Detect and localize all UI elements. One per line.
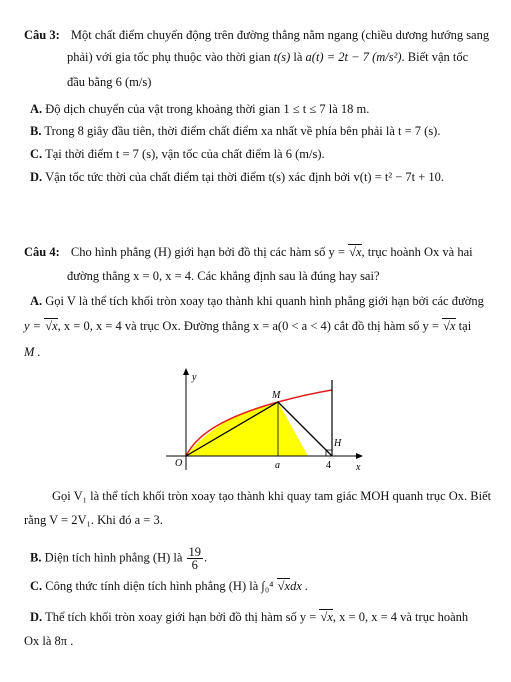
label-m: M xyxy=(272,390,281,401)
figure-region xyxy=(160,366,368,476)
filled-region xyxy=(186,402,308,456)
q3-option-d: D. Vận tốc tức thời của chất điểm tại thời điểm t(s) xác định bởi v(t) = t² − 7t + 10. xyxy=(30,170,445,184)
q4-option-a-line2: y = √x, x = 0, x = 4 và trục Ox. Đường thẳng x = a(0 < a < 4) cắt đồ thị hàm số y = √x tại xyxy=(24,319,472,333)
label-h: H xyxy=(334,438,342,449)
x-arrow xyxy=(356,453,363,459)
q3-option-c: C. Tại thời điểm t = 7 (s), vận tốc của chất điểm là 6 (m/s). xyxy=(30,147,325,161)
q4-option-a-line3: M . xyxy=(24,345,41,359)
label-y: y xyxy=(192,372,197,383)
q4-stem-line1: Câu 4: Cho hình phẳng (H) giới hạn bởi đồ thị các hàm số y = √x, trục hoành Ox và hai xyxy=(24,245,473,259)
label-4: 4 xyxy=(326,460,331,471)
label-x: x xyxy=(356,462,361,473)
q4-option-a-line4: Gọi V₁ là thể tích khối tròn xoay tạo thành khi quay tam giác MOH quanh trục Ox. Biết xyxy=(52,489,492,503)
q4-option-c: C. Công thức tính diện tích hình phẳng (H) là ∫₀⁴ √xdx . xyxy=(30,579,309,593)
q4-option-b: B. Diện tích hình phẳng (H) là $\frac{19}{6}$ . xyxy=(30,545,208,572)
label-o: O xyxy=(175,458,183,469)
q3-stem-line2: phải) với gia tốc phụ thuộc vào thời gian t(s) là a(t) = 2t − 7 (m/s²). Biết vận tốc xyxy=(67,50,469,64)
q3-option-b: B. Trong 8 giây đầu tiên, thời điểm chất điểm xa nhất về phía bên phải là t = 7 (s). xyxy=(30,124,441,138)
q3-stem-line3: đầu bằng 6 (m/s) xyxy=(67,75,152,89)
q3-option-a: A. Độ dịch chuyển của vật trong khoảng thời gian 1 ≤ t ≤ 7 là 18 m. xyxy=(30,102,370,116)
q3-label: Câu 3: xyxy=(24,28,60,42)
q4-option-a-line5: rằng V = 2V₁. Khi đó a = 3. xyxy=(24,513,163,527)
q3-stem-line1: Câu 3: Một chất điểm chuyển động trên đường thẳng nằm ngang (chiều dương hướng sang xyxy=(24,28,490,42)
q4-option-d-line1: D. Thể tích khối tròn xoay giới hạn bởi đồ thị hàm số y = √x, x = 0, x = 4 và trục hoành xyxy=(30,610,469,624)
q4-stem-line2: đường thẳng x = 0, x = 4. Các khẳng định sau là đúng hay sai? xyxy=(67,269,380,283)
fraction-19-6: $\frac{19}{6}$ xyxy=(188,545,202,572)
label-a: a xyxy=(275,460,280,471)
sqrt-x: √x xyxy=(349,245,362,259)
q4-option-a-line1: A. Gọi V là thể tích khối tròn xoay tạo thành khi quanh hình phẳng giới hạn bởi các đường xyxy=(30,294,484,308)
graph-figure xyxy=(160,366,368,476)
y-arrow xyxy=(183,368,189,375)
q4-label: Câu 4: xyxy=(24,245,60,259)
q4-option-d-line2: Ox là 8π . xyxy=(24,634,74,648)
